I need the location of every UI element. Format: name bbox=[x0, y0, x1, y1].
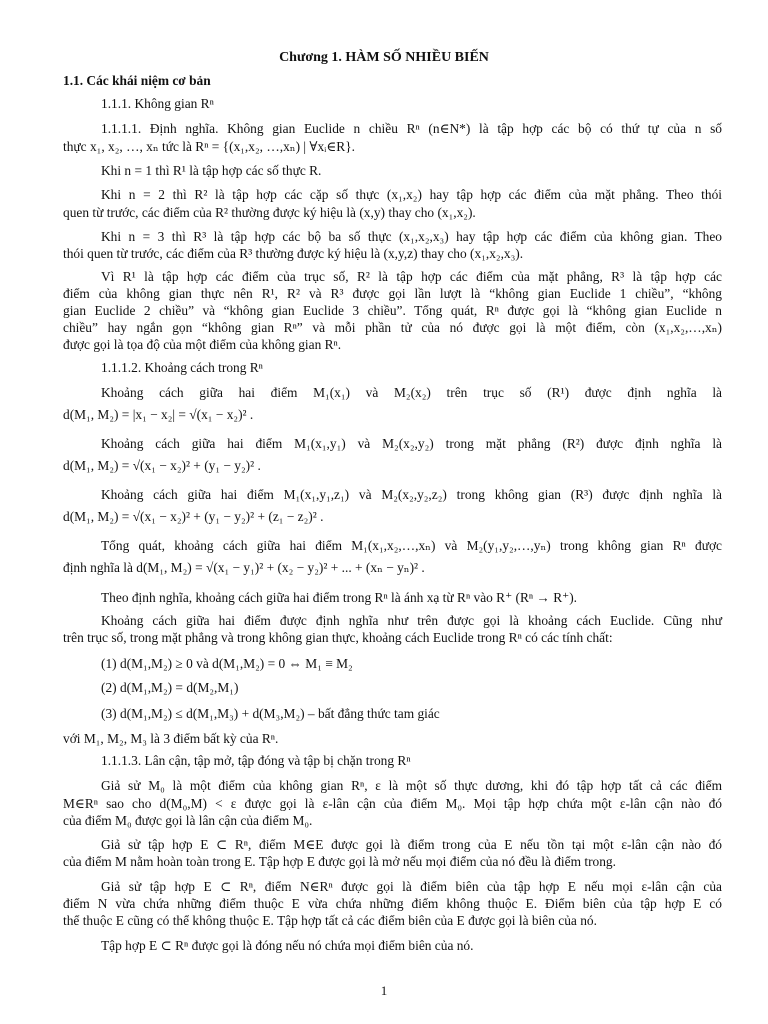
text-line: Khoảng cách giữa hai điểm M₁(x₁,y₁,z₁) và M₂(x₂,y₂,z₂) trong không gian (R³) được định nghĩa là bbox=[101, 487, 722, 502]
text-line: Vì R¹ là tập hợp các điểm của trục số, R² là tập hợp các điểm của mặt phẳng, R³ là tập hợp các bbox=[101, 269, 722, 284]
subsection-heading: 1.1.1.3. Lân cận, tập mở, tập đóng và tập bị chặn trong Rⁿ bbox=[101, 753, 411, 768]
text-line: điểm của không gian thực nên R¹, R² và R³ được gọi lần lượt là “không gian Euclide 1 chiều”, “không bbox=[63, 286, 722, 301]
text-line: Giả sử tập hợp E ⊂ Rⁿ, điểm M∈E được gọi là điểm trong của E nếu tồn tại một ε-lân cận nào đó bbox=[101, 837, 722, 852]
text-line: của điểm M₀ được gọi là lân cận của điểm M₀. bbox=[63, 813, 313, 828]
property-item: (3) d(M₁,M₂) ≤ d(M₁,M₃) + d(M₃,M₂) – bất đẳng thức tam giác bbox=[101, 706, 440, 721]
text-line: Giả sử M₀ là một điểm của không gian Rⁿ, ε là một số thực dương, khi đó tập hợp tất cả các điểm bbox=[101, 778, 722, 793]
text-line: 1.1.1.1. Định nghĩa. Không gian Euclide n chiều Rⁿ (n∈N*) là tập hợp các bộ có thứ tự của n số bbox=[101, 121, 722, 136]
text-line: Khoảng cách giữa hai điểm M₁(x₁,y₁) và M₂(x₂,y₂) trong mặt phẳng (R²) được định nghĩa là bbox=[101, 436, 722, 451]
text-line: gian Euclide 2 chiều” và “không gian Euclide 3 chiều”. Tổng quát, Rⁿ được gọi là “không gian Euclide n bbox=[63, 303, 722, 318]
text-line: Khoảng cách giữa hai điểm được định nghĩa như trên được gọi là khoảng cách Euclide. Cũng như bbox=[101, 613, 722, 628]
formula-line: d(M₁, M₂) = √(x₁ − x₂)² + (y₁ − y₂)² + (z₁ − z₂)² . bbox=[63, 509, 324, 524]
text-line: thể thuộc E cũng có thể không thuộc E. Tập hợp tất cả các điểm biên của E được gọi là biên của nó. bbox=[63, 913, 597, 928]
subsection-heading: 1.1.1. Không gian Rⁿ bbox=[101, 96, 214, 111]
text-line: Khi n = 1 thì R¹ là tập hợp các số thực R. bbox=[101, 163, 322, 178]
text-line: Khi n = 2 thì R² là tập hợp các cặp số thực (x₁,x₂) hay tập hợp các điểm của mặt phẳng. Theo thói bbox=[101, 187, 722, 202]
formula-line: d(M₁, M₂) = |x₁ − x₂| = √(x₁ − x₂)² . bbox=[63, 407, 254, 422]
text-line: Khi n = 3 thì R³ là tập hợp các bộ ba số thực (x₁,x₂,x₃) hay tập hợp các điểm của không gian. Theo bbox=[101, 229, 722, 244]
property-item: (1) d(M₁,M₂) ≥ 0 và d(M₁,M₂) = 0 ⇔ M₁ ≡ M₂ bbox=[101, 656, 353, 671]
text-line: thực x₁, x₂, …, xₙ tức là Rⁿ = {(x₁,x₂, …,xₙ) | ∀xᵢ∈R}. bbox=[63, 139, 355, 154]
formula-line: d(M₁, M₂) = √(x₁ − x₂)² + (y₁ − y₂)² . bbox=[63, 458, 261, 473]
text-line: Giả sử tập hợp E ⊂ Rⁿ, điểm N∈Rⁿ được gọi là điểm biên của tập hợp E nếu mọi ε-lân cận của bbox=[101, 879, 722, 894]
text-line: chiều” hay ngắn gọn “không gian Rⁿ” và mỗi phần tử của nó được gọi là một điểm, còn (x₁,x₂,…,xₙ) bbox=[63, 320, 722, 335]
text-line: Theo định nghĩa, khoảng cách giữa hai điểm trong Rⁿ là ánh xạ từ Rⁿ vào R⁺ (Rⁿ → R⁺). bbox=[101, 590, 578, 605]
section-heading: 1.1. Các khái niệm cơ bản bbox=[63, 73, 211, 88]
property-item: (2) d(M₁,M₂) = d(M₂,M₁) bbox=[101, 680, 239, 695]
page-number: 1 bbox=[380, 983, 388, 998]
text-line: của điểm M nằm hoàn toàn trong E. Tập hợp E được gọi là mở nếu mọi điểm của nó đều là điểm trong. bbox=[63, 854, 616, 869]
chapter-title: Chương 1. HÀM SỐ NHIỀU BIẾN bbox=[279, 50, 489, 65]
text-line: Tổng quát, khoảng cách giữa hai điểm M₁(x₁,x₂,…,xₙ) và M₂(y₁,y₂,…,yₙ) trong không gian Rⁿ được bbox=[101, 538, 722, 553]
text-line: M∈Rⁿ sao cho d(M₀,M) < ε được gọi là ε-lân cận của điểm M₀. Mọi tập hợp chứa một ε-lân cận nào đó bbox=[63, 796, 722, 811]
text-line: quen từ trước, các điểm của R² thường được ký hiệu là (x,y) thay cho (x₁,x₂). bbox=[63, 205, 476, 220]
text-line: được gọi là tọa độ của một điểm của không gian Rⁿ. bbox=[63, 337, 342, 352]
subsection-heading: 1.1.1.2. Khoảng cách trong Rⁿ bbox=[101, 360, 263, 375]
text-line: Tập hợp E ⊂ Rⁿ được gọi là đóng nếu nó chứa mọi điểm biên của nó. bbox=[101, 938, 474, 953]
formula-line: định nghĩa là d(M₁, M₂) = √(x₁ − y₁)² + (x₂ − y₂)² + ... + (xₙ − yₙ)² . bbox=[63, 560, 425, 575]
text-line: thói quen từ trước, các điểm của R³ thường được ký hiệu là (x,y,z) thay cho (x₁,x₂,x₃). bbox=[63, 246, 524, 261]
text-line: trên trục số, trong mặt phẳng và trong không gian thực, khoảng cách Euclide trong Rⁿ có các tính chất: bbox=[63, 630, 613, 645]
text-line: với M₁, M₂, M₃ là 3 điểm bất kỳ của Rⁿ. bbox=[63, 731, 279, 746]
text-line: điểm N vừa chứa những điểm thuộc E vừa chứa những điểm không thuộc E. Điểm biên của tập hợp E có bbox=[63, 896, 722, 911]
text-line: Khoảng cách giữa hai điểm M₁(x₁) và M₂(x₂) trên trục số (R¹) được định nghĩa là bbox=[101, 385, 722, 400]
